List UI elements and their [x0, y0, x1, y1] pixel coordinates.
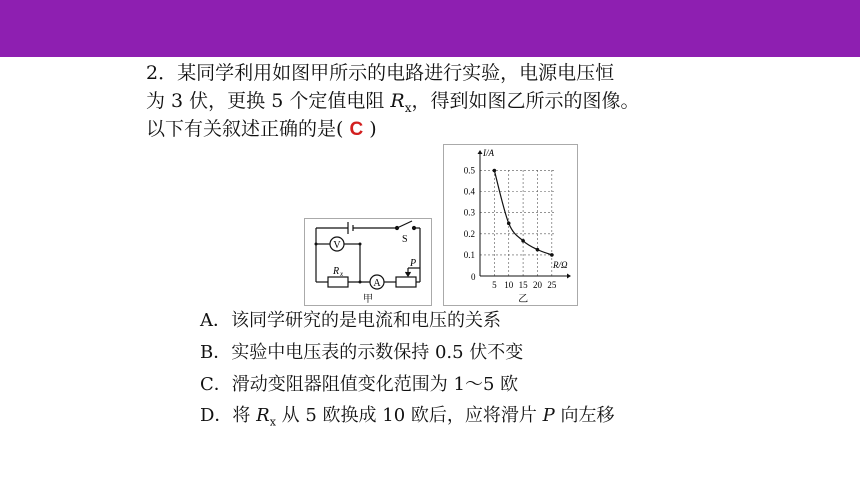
x-axis-label: R/Ω: [553, 260, 568, 270]
x-tick-label: 5: [492, 280, 497, 290]
x-tick-label: 10: [504, 280, 514, 290]
question-text-2b: ，得到如图乙所示的图像。: [411, 90, 640, 112]
circuit-figure: [304, 218, 432, 306]
y-tick-label: 0.3: [463, 207, 475, 218]
question-text-3: 以下有关叙述正确的是(: [146, 118, 344, 140]
option-a-text: A．该同学研究的是电流和电压的关系: [200, 310, 501, 331]
x-tick-label: 15: [518, 280, 528, 290]
i-r-graph: [443, 144, 578, 306]
resistor-subscript: x: [340, 270, 344, 278]
option-c-text: C．滑动变阻器阻值变化范围为 1～5 欧: [200, 374, 519, 395]
question-line-1: [146, 61, 614, 85]
question-text-3b: ): [369, 118, 377, 140]
option-d-text-2: 从 5 欧换成 10 欧后，应将滑片: [275, 405, 543, 426]
x-tick-label: 25: [547, 280, 557, 290]
option-c[interactable]: [200, 373, 518, 397]
y-axis-label: I/A: [483, 148, 494, 158]
option-d-text-1: D．将: [200, 405, 257, 426]
data-point: [493, 169, 497, 173]
x-tick-label: 20: [532, 280, 542, 290]
origin-label: 0: [471, 272, 476, 282]
question-line-3: [146, 117, 377, 142]
option-d[interactable]: [200, 404, 614, 435]
header-bar: [0, 0, 860, 57]
option-d-var-r: R: [256, 405, 270, 426]
circuit-caption: 甲: [363, 294, 373, 305]
data-point: [536, 248, 540, 252]
question-text-2: 为 3 伏，更换 5 个定值电阻: [146, 90, 391, 112]
ammeter-label: A: [373, 278, 381, 289]
data-point: [550, 253, 554, 257]
option-d-sub-x: x: [269, 415, 276, 429]
option-d-var-p: P: [542, 405, 555, 426]
voltmeter-label: V: [333, 240, 341, 251]
y-tick-label: 0.1: [463, 249, 475, 260]
question-line-2: [146, 89, 640, 120]
option-a[interactable]: [200, 309, 501, 333]
y-tick-label: 0.4: [463, 186, 475, 197]
circuit-diagram: [304, 218, 432, 306]
graph-figure: [443, 144, 578, 306]
option-b-text: B．实验中电压表的示数保持 0.5 伏不变: [200, 342, 524, 363]
switch-label: S: [402, 234, 408, 245]
y-tick-label: 0.2: [463, 228, 475, 239]
answer-letter: C: [349, 119, 364, 140]
var-r: R: [390, 90, 405, 112]
option-d-text-3: 向左移: [554, 405, 615, 426]
data-point: [507, 221, 511, 225]
data-point: [521, 239, 525, 243]
rheostat-label: P: [410, 258, 417, 269]
option-b[interactable]: [200, 341, 523, 365]
question-text-1: 2．某同学利用如图甲所示的电路进行实验，电源电压恒: [146, 62, 615, 84]
graph-caption: 乙: [518, 294, 529, 305]
resistor-label: R: [333, 266, 340, 277]
var-sub-x: x: [404, 100, 412, 115]
y-tick-label: 0.5: [463, 165, 475, 176]
